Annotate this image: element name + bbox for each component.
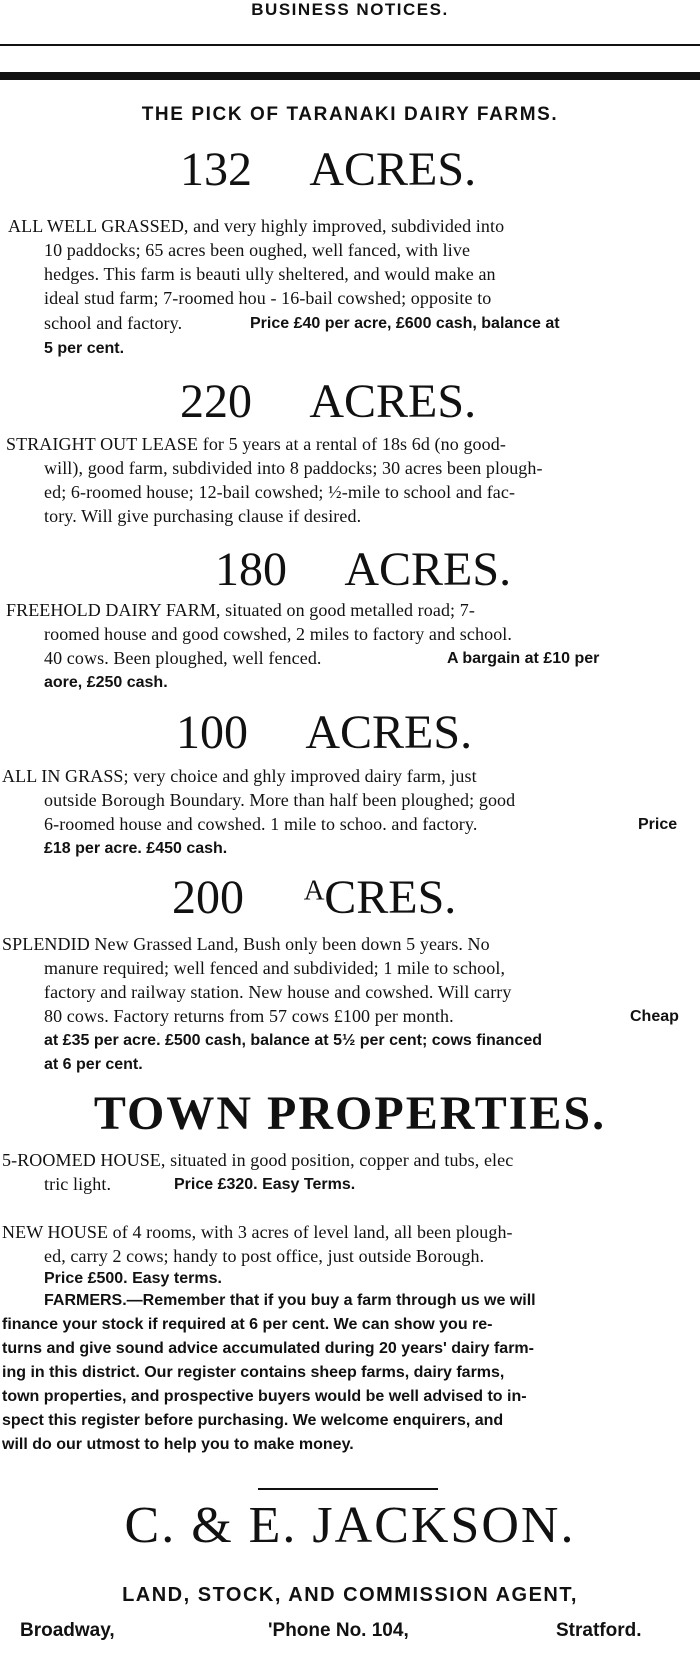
listing-text-line: ALL IN GRASS; very choice and ghly improved dairy farm, just [2, 766, 477, 786]
heading-number: 220 [180, 375, 252, 428]
section-title: BUSINESS NOTICES. [251, 0, 449, 19]
firm-phone: 'Phone No. 104, [268, 1620, 409, 1641]
listing-price: aore, £250 cash. [44, 674, 168, 691]
listing-text-line: outside Borough Boundary. More than half been ploughed; good [44, 790, 516, 810]
heading-number: 180 [215, 543, 287, 596]
farmers-note-line: spect this register before purchasing. We welcome enquirers, and [2, 1412, 504, 1429]
town-property-price: Price £320. Easy Terms. [174, 1176, 356, 1193]
listing-text-line: SPLENDID New Grassed Land, Bush only been down 5 years. No [2, 934, 490, 954]
listing-price: 5 per cent. [44, 340, 125, 357]
listing-heading-220 [180, 374, 476, 429]
listing-heading-100 [176, 705, 472, 760]
heading-number: 132 [180, 143, 252, 196]
listing-text-line: tory. Will give purchasing clause if desired. [44, 506, 362, 526]
heading-unit: ACRES. [344, 543, 512, 596]
town-property-line: NEW HOUSE of 4 rooms, with 3 acres of level land, all been plough- [2, 1222, 513, 1242]
listing-text-line: ALL WELL GRASSED, and very highly improved, subdivided into [8, 216, 505, 236]
listing-text-line: FREEHOLD DAIRY FARM, situated on good metalled road; 7- [6, 600, 475, 620]
farmers-note-line: will do our utmost to help you to make money. [2, 1436, 354, 1453]
heading-number: 100 [176, 706, 248, 759]
listing-text-line: factory and railway station. New house and cowshed. Will carry [44, 982, 512, 1002]
listing-heading-180 [215, 542, 511, 597]
listing-text-line: 6-roomed house and cowshed. 1 mile to schoo. and factory. [44, 814, 478, 834]
listing-price: £18 per acre. £450 cash. [44, 840, 228, 857]
heading-unit: ACRES. [305, 706, 473, 759]
firm-name: C. & E. JACKSON. [124, 1497, 576, 1554]
town-property-price: Price £500. Easy terms. [44, 1270, 222, 1287]
listing-price: Cheap [630, 1008, 679, 1025]
farmers-note-line: ing in this district. Our register contains sheep farms, dairy farms, [2, 1364, 505, 1381]
firm-address: Broadway, [20, 1620, 115, 1641]
advert-banner: THE PICK OF TARANAKI DAIRY FARMS. [141, 104, 559, 125]
heading-number: 200 [172, 871, 244, 924]
listing-price: at £35 per acre. £500 cash, balance at 5½ per cent; cows financed [44, 1032, 543, 1049]
town-property-line: tric light. [44, 1174, 112, 1194]
listing-text-line: ed; 6-roomed house; 12-bail cowshed; ½-mile to school and fac- [44, 482, 516, 502]
farmers-note-line: turns and give sound advice accumulated during 20 years' dairy farm- [2, 1340, 534, 1357]
town-properties-heading: TOWN PROPERTIES. [93, 1087, 607, 1140]
listing-text-line: hedges. This farm is beauti ully sheltered, and would make an [44, 264, 496, 284]
agent-title: LAND, STOCK, AND COMMISSION AGENT, [122, 1584, 578, 1606]
listing-price: at 6 per cent. [44, 1056, 143, 1073]
town-property-line: 5-ROOMED HOUSE, situated in good position, copper and tubs, elec [2, 1150, 514, 1170]
farmers-note-line: FARMERS.—Remember that if you buy a farm through us we will [44, 1292, 536, 1309]
farmers-note-line: town properties, and prospective buyers would be well advised to in- [2, 1388, 527, 1405]
top-divider [0, 44, 700, 46]
thick-divider [0, 72, 700, 80]
farmers-note-line: finance your stock if required at 6 per cent. We can show you re- [2, 1316, 493, 1333]
listing-text-line: ideal stud farm; 7-roomed hou - 16-bail cowshed; opposite to [44, 288, 492, 308]
firm-town: Stratford. [556, 1620, 642, 1641]
listing-text-line: 40 cows. Been ploughed, well fenced. [44, 648, 322, 668]
listing-heading-132 [180, 142, 476, 197]
listing-text-line: 10 paddocks; 65 acres been oughed, well fanced, with live [44, 240, 471, 260]
listing-heading-200 [172, 870, 456, 925]
listing-price: Price £40 per acre, £600 cash, balance at [250, 315, 560, 332]
listing-text-line: school and factory. [44, 313, 183, 333]
listing-price: Price [638, 816, 678, 833]
listing-text-line: roomed house and good cowshed, 2 miles to factory and school. [44, 624, 512, 644]
heading-unit: ACRES. [309, 143, 477, 196]
listing-text-line: STRAIGHT OUT LEASE for 5 years at a rental of 18s 6d (no good- [6, 434, 506, 454]
footer-divider [258, 1488, 438, 1490]
town-property-line: ed, carry 2 cows; handy to post office, just outside Borough. [44, 1246, 485, 1266]
heading-unit: ACRES. [309, 375, 477, 428]
listing-text-line: 80 cows. Factory returns from 57 cows £100 per month. [44, 1006, 454, 1026]
listing-text-line: will), good farm, subdivided into 8 paddocks; 30 acres been plough- [44, 458, 543, 478]
listing-price: A bargain at £10 per [447, 650, 600, 667]
heading-unit: ᴬCRES. [304, 871, 457, 924]
listing-text-line: manure required; well fenced and subdivided; 1 mile to school, [44, 958, 506, 978]
